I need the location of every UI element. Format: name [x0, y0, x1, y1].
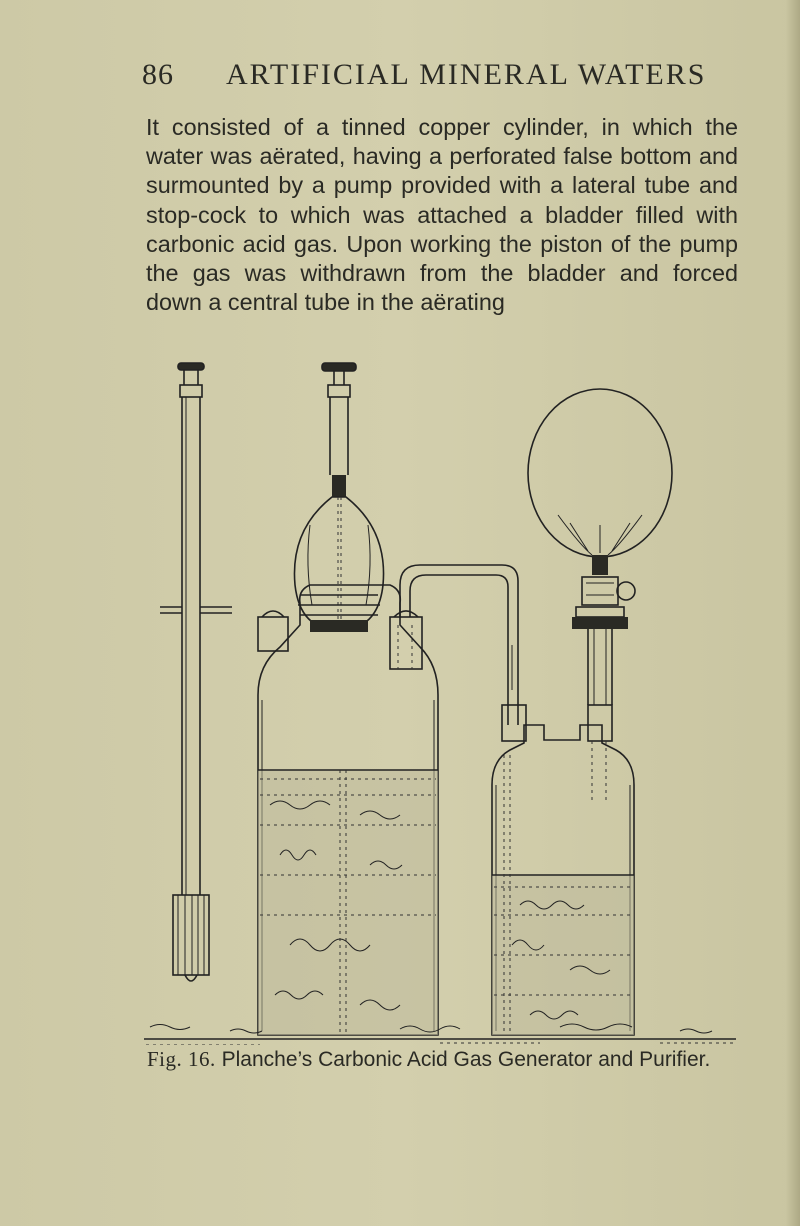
center-flask — [294, 363, 383, 632]
ground-line — [144, 1024, 736, 1045]
right-bottle — [492, 705, 634, 1035]
page-header — [0, 58, 800, 98]
gas-generator-illustration — [140, 355, 740, 1045]
left-bottle — [258, 585, 438, 1035]
body-paragraph: It consisted of a tinned copper cylinder, in which the water was aërated, having a perforated false bottom and surmounted by a pump provided with a lateral tube and stop-cock to which was attached a bladder filled with carbonic acid gas. Upon working the piston of the pump the gas was withdrawn from the bladder and forced down a central tube in the aërating — [146, 114, 738, 316]
figure-caption — [147, 1047, 747, 1072]
figure-caption-text: Planche’s Carbonic Acid Gas Generator and Purifier. — [221, 1048, 711, 1071]
page-edge-shadow — [786, 0, 800, 1226]
running-title: ARTIFICIAL MINERAL WATERS — [226, 58, 707, 91]
left-tube — [160, 363, 232, 981]
page-number: 86 — [142, 58, 174, 91]
figure-label: Fig. 16. — [147, 1047, 216, 1071]
gas-bladder — [528, 389, 672, 705]
